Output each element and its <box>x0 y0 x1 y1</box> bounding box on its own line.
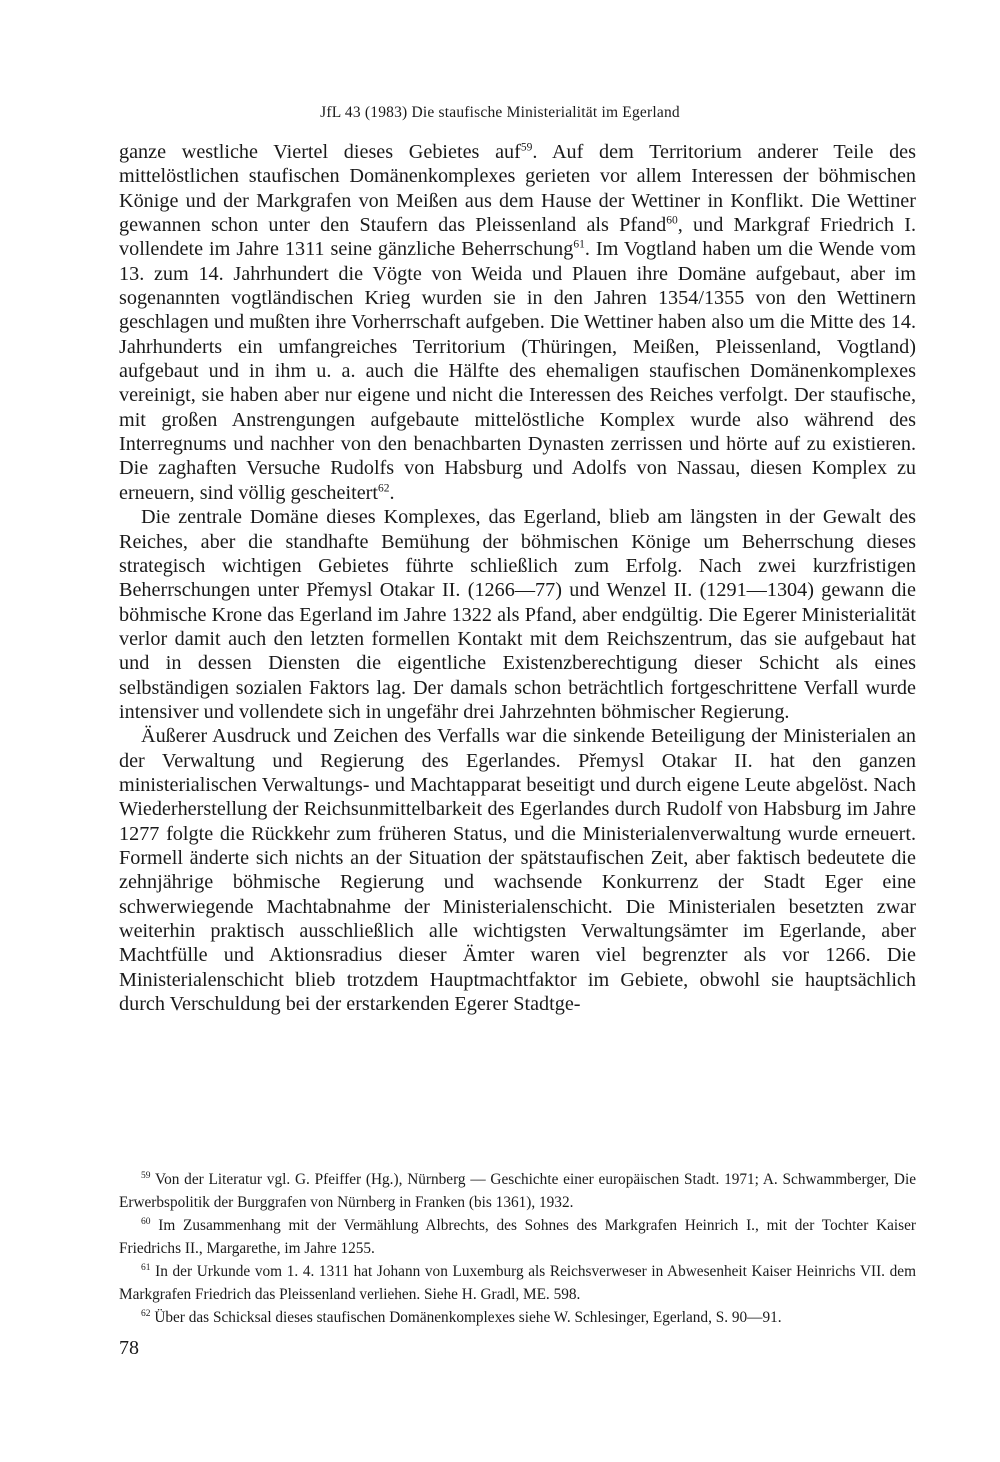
running-header: JfL 43 (1983) Die staufische Ministerialität im Egerland <box>320 104 680 121</box>
footnote-number: 61 <box>141 1262 151 1273</box>
text-segment: , und Markgraf Friedrich I. vollendete im Jahre 1311 seine gänzliche Beherrschung <box>119 214 916 261</box>
text-segment: . Auf dem Territorium anderer Teile des mittelöstlichen staufischen Domänenkomplexes gerieten vor allem Interessen der böhmischen Könige und der Markgrafen von Meißen aus dem Hause der Wettiner in Konflikt. Die Wettiner gewannen schon unter den Staufern das Pleissenland als Pfand <box>119 141 916 237</box>
text-segment: Die zentrale Domäne dieses Komplexes, das Egerland, blieb am längsten in der Gewalt des Reiches, aber die standhafte Bemühung der böhmischen Könige um Beherrschung dieses strategisch wichtigen Gebietes führte schließlich zum Erfolg. Nach zwei kurzfristigen Beherrschungen unter Přemysl Otakar II. (1266—77) und Wenzel II. (1291—1304) gewann die böhmische Krone das Egerland im Jahre 1322 als Pfand, aber endgültig. Die Egerer Ministerialität verlor damit auch den letzten formellen Kontakt mit dem Reichszentrum, das sie aufgebaut hat und in dessen Diensten die eigentliche Existenzberechtigung dieser Schicht als eines selbständigen sozialen Faktors lag. Der damals schon beträchtlich fortgeschrittene Verfall wurde intensiver und vollendete sich in ungefähr drei Jahrzehnten böhmischer Regierung. <box>119 506 916 723</box>
page-number: 78 <box>119 1337 139 1359</box>
footnote-text: Im Zusammenhang mit der Vermählung Albrechts, des Sohnes des Markgrafen Heinrich I., mit der Tochter Kaiser Friedrichs II., Margarethe, im Jahre 1255. <box>119 1217 916 1257</box>
footnote-number: 60 <box>141 1216 151 1227</box>
paragraph-3 <box>119 724 916 1016</box>
text-segment: . Im Vogtland haben um die Wende vom 13. zum 14. Jahrhundert die Vögte von Weida und Plauen ihre Domäne aufgebaut, aber im sogenannten vogtländischen Krieg wurden sie in den Jahren 1354/1355 von den Wettinern geschlagen und mußten ihre Vorherrschaft aufgeben. Die Wettiner haben also um die Mitte des 14. Jahrhunderts ein umfangreiches Territorium (Thüringen, Meißen, Pleissenland, Vogtland) aufgebaut und in ihm u. a. auch die Hälfte des ehemaligen staufischen Domänenkomplexes vereinigt, sie haben aber nur eigene und nicht die Interessen des Reiches verfolgt. Der staufische, mit großen Anstrengungen aufgebaute mittelöstliche Komplex wurde also während des Interregnums und nachher von den benachbarten Dynasten zerrissen und hörte auf zu existieren. Die zaghaften Versuche Rudolfs von Habsburg und Adolfs von Nassau, diesen Komplex zu erneuern, sind völlig gescheitert <box>119 238 916 504</box>
footnote-text: In der Urkunde vom 1. 4. 1311 hat Johann von Luxemburg als Reichsverweser in Abwesenheit Kaiser Heinrichs VII. dem Markgrafen Friedrich das Pleissenland verliehen. Siehe H. Gradl, ME. 598. <box>119 1263 916 1303</box>
footnote-text: Von der Literatur vgl. G. Pfeiffer (Hg.), Nürnberg — Geschichte einer europäischen Stadt. 1971; A. Schwammberger, Die Erwerbspolitik der Burggrafen von Nürnberg in Franken (bis 1361), 1932. <box>119 1171 916 1211</box>
text-segment: ganze westliche Viertel dieses Gebietes auf <box>119 141 521 163</box>
body-text <box>119 140 916 1016</box>
footnote-text: Über das Schicksal dieses staufischen Domänenkomplexes siehe W. Schlesinger, Egerland, S. 90—91. <box>150 1309 782 1326</box>
footnote-61 <box>119 1260 916 1306</box>
footnotes <box>119 1168 916 1329</box>
footnote-ref: 59 <box>520 141 533 154</box>
paragraph-2 <box>119 505 916 724</box>
text-segment: Äußerer Ausdruck und Zeichen des Verfalls war die sinkende Beteiligung der Ministerialen an der Verwaltung und Regierung des Egerlandes. Přemysl Otakar II. hat den ganzen ministerialischen Verwaltungs- und Machtapparat beseitigt und durch eigene Leute abgelöst. Nach Wiederherstellung der Reichsunmittelbarkeit des Egerlandes durch Rudolf von Habsburg im Jahre 1277 folgte die Rückkehr zum früheren Status, und die Ministerialenverwaltung wurde erneuert. Formell änderte sich nichts an der Situation der spätstaufischen Zeit, aber faktisch bedeutete die zehnjährige böhmische Regierung und wachsende Konkurrenz der Stadt Eger eine schwerwiegende Machtabnahme der Ministerialenschicht. Die Ministerialen besetzten zwar weiterhin praktisch ausschließlich alle wichtigsten Verwaltungsämter im Egerlande, aber Machtfülle und Aktionsradius dieser Ämter waren viel begrenzter als vor 1266. Die Ministerialenschicht blieb trotzdem Hauptmachtfaktor im Gebiete, obwohl sie hauptsächlich durch Verschuldung bei der erstarkenden Egerer Stadtge- <box>119 725 916 1016</box>
footnote-59 <box>119 1168 916 1214</box>
footnote-62 <box>119 1306 916 1329</box>
footnote-ref: 61 <box>573 238 585 251</box>
footnote-number: 62 <box>141 1308 151 1319</box>
footnote-ref: 60 <box>666 214 678 227</box>
footnote-number: 59 <box>141 1170 151 1181</box>
footnote-60 <box>119 1214 916 1260</box>
paragraph-1 <box>119 140 916 505</box>
text-segment: . <box>389 481 395 504</box>
footnote-ref: 62 <box>378 482 390 495</box>
